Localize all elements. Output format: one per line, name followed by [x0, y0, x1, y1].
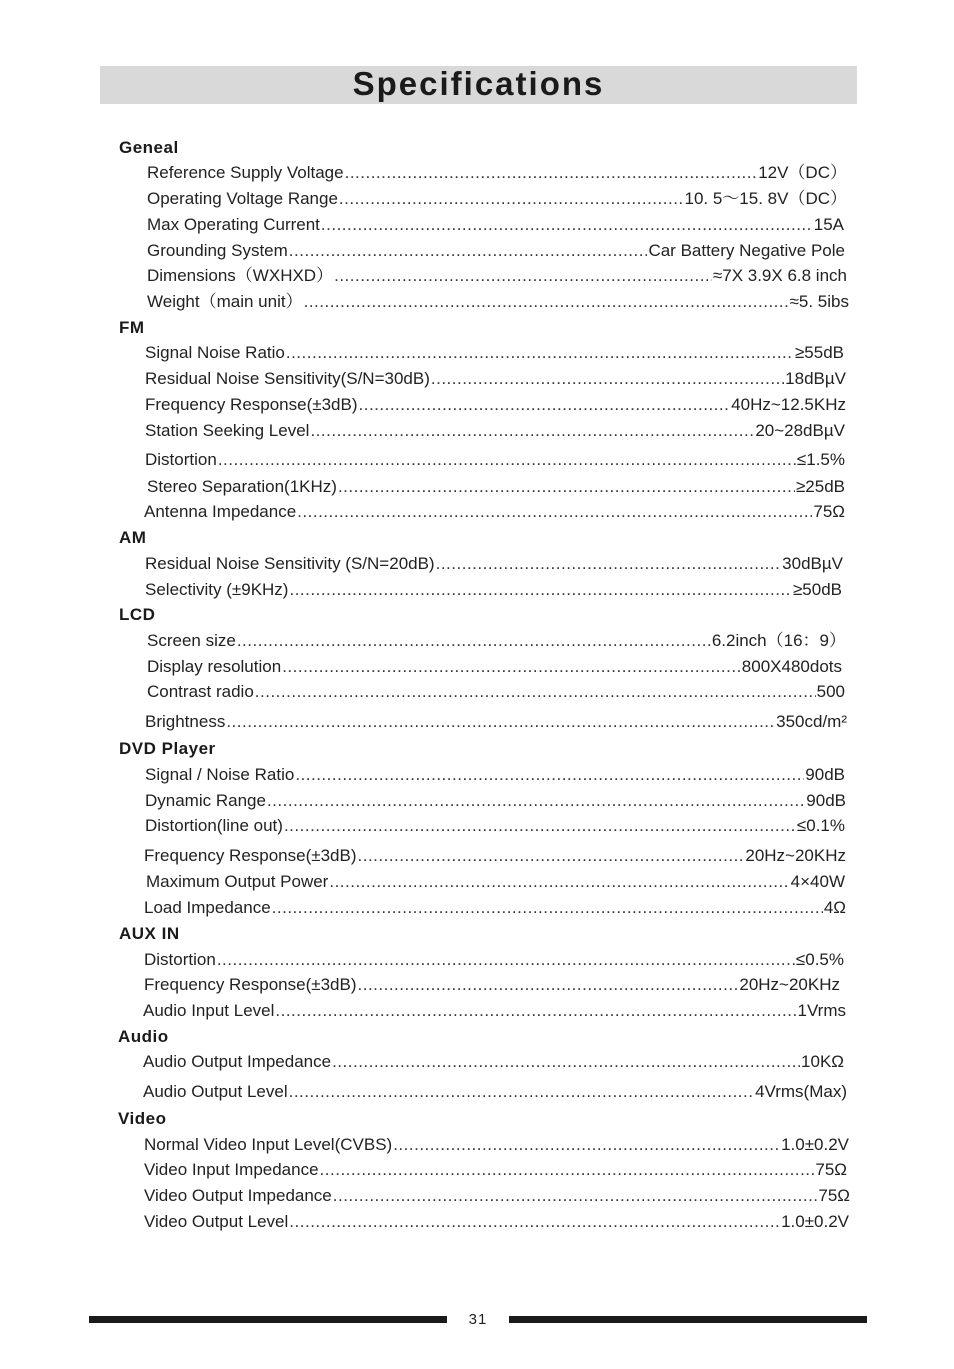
section-heading-am: AM: [119, 528, 147, 547]
spec-row: [144, 1159, 847, 1181]
page-title: Specifications: [352, 65, 605, 102]
spec-value: 1Vrms: [797, 1001, 846, 1020]
spec-row: [143, 1000, 846, 1022]
spec-value: 20Hz~20KHz: [739, 975, 840, 994]
section-heading-audio: Audio: [118, 1027, 169, 1046]
leader-dots: [295, 764, 804, 786]
section-heading-dvd-player: DVD Player: [119, 739, 216, 758]
spec-value: 500: [816, 682, 845, 701]
spec-label: Maximum Output Power: [146, 872, 329, 891]
spec-label: Frequency Response(±3dB): [144, 975, 357, 994]
leader-dots: [339, 188, 684, 210]
spec-value: 75Ω: [815, 1160, 847, 1179]
leader-dots: [217, 949, 795, 971]
leader-dots: [237, 630, 711, 652]
leader-dots: [329, 871, 789, 893]
footer-rule-left: [89, 1316, 447, 1323]
spec-label: Antenna Impedance: [144, 502, 297, 521]
spec-label: Dimensions（WXHXD）: [147, 266, 334, 285]
spec-value: 10. 5～15. 8V（DC）: [684, 189, 847, 208]
spec-row: [147, 630, 846, 652]
leader-dots: [255, 681, 816, 703]
spec-row: [144, 501, 845, 523]
spec-row: [145, 394, 846, 416]
leader-dots: [272, 897, 823, 919]
leader-dots: [436, 553, 782, 575]
spec-row: [144, 897, 846, 919]
spec-value: 4Ω: [823, 898, 846, 917]
spec-row: [146, 871, 845, 893]
title-bar: [100, 66, 857, 104]
spec-row: [145, 420, 845, 442]
spec-row: [145, 790, 846, 812]
spec-label: Distortion(line out): [145, 816, 283, 835]
spec-row: [145, 711, 847, 733]
spec-value: 4Vrms(Max): [755, 1082, 847, 1101]
spec-label: Reference Supply Voltage: [147, 163, 344, 182]
spec-value: 40Hz~12.5KHz: [731, 395, 846, 414]
spec-value: ≤0.5%: [795, 950, 844, 969]
spec-value: 12V（DC）: [758, 163, 847, 182]
leader-dots: [289, 1081, 754, 1103]
spec-label: Video Input Impedance: [144, 1160, 319, 1179]
leader-dots: [297, 501, 812, 523]
leader-dots: [284, 815, 796, 837]
section-heading-lcd: LCD: [119, 605, 156, 624]
leader-dots: [267, 790, 805, 812]
spec-label: Audio Output Impedance: [143, 1052, 332, 1071]
leader-dots: [333, 1185, 818, 1207]
section-heading-aux-in: AUX IN: [119, 924, 180, 943]
leader-dots: [289, 1211, 780, 1233]
spec-value: 4×40W: [790, 872, 845, 891]
footer-rule-right: [509, 1316, 867, 1323]
spec-row: [147, 265, 847, 287]
spec-label: Station Seeking Level: [145, 421, 310, 440]
spec-value: ≤1.5%: [796, 450, 845, 469]
spec-label: Audio Output Level: [143, 1082, 288, 1101]
spec-value: 30dBµV: [782, 554, 843, 573]
section-heading-general: Geneal: [119, 138, 179, 157]
spec-value: ≥25dB: [795, 477, 845, 496]
spec-value: 90dB: [806, 791, 846, 810]
spec-label: Residual Noise Sensitivity (S/N=20dB): [145, 554, 435, 573]
spec-row: [147, 681, 845, 703]
leader-dots: [321, 214, 813, 236]
spec-value: 350cd/m²: [776, 712, 847, 731]
spec-row: [145, 579, 842, 601]
spec-value: ≈7X 3.9X 6.8 inch: [712, 266, 847, 285]
spec-value: ≤0.1%: [796, 816, 845, 835]
leader-dots: [431, 368, 784, 390]
spec-label: Distortion: [145, 450, 217, 469]
section-heading-video: Video: [118, 1109, 167, 1128]
spec-label: Display resolution: [147, 657, 282, 676]
spec-row: [145, 553, 843, 575]
spec-label: Operating Voltage Range: [147, 189, 338, 208]
spec-label: Weight（main unit）: [147, 292, 303, 311]
page-number: 31: [468, 1311, 488, 1328]
spec-row: [147, 476, 845, 498]
spec-value: 1.0±0.2V: [781, 1135, 849, 1154]
spec-row: [143, 1051, 844, 1073]
spec-row: [145, 342, 844, 364]
spec-label: Selectivity (±9KHz): [145, 580, 289, 599]
spec-label: Contrast radio: [147, 682, 254, 701]
leader-dots: [226, 711, 775, 733]
leader-dots: [393, 1134, 780, 1156]
spec-row: [144, 845, 846, 867]
spec-label: Frequency Response(±3dB): [144, 846, 357, 865]
leader-dots: [286, 342, 794, 364]
spec-label: Video Output Level: [144, 1212, 289, 1231]
spec-row: [144, 974, 840, 996]
spec-label: Screen size: [147, 631, 236, 650]
spec-row: [147, 240, 845, 262]
spec-row: [147, 188, 847, 210]
spec-value: 20~28dBµV: [755, 421, 845, 440]
spec-label: Residual Noise Sensitivity(S/N=30dB): [145, 369, 430, 388]
spec-row: [143, 1081, 847, 1103]
spec-label: Load Impedance: [144, 898, 271, 917]
leader-dots: [359, 394, 731, 416]
leader-dots: [332, 1051, 800, 1073]
spec-value: 18dBµV: [785, 369, 846, 388]
spec-value: 10KΩ: [801, 1052, 844, 1071]
spec-value: ≥50dB: [792, 580, 842, 599]
leader-dots: [334, 265, 712, 287]
spec-label: Brightness: [145, 712, 226, 731]
leader-dots: [275, 1000, 796, 1022]
spec-value: Car Battery Negative Pole: [648, 241, 845, 260]
spec-row: [147, 656, 842, 678]
leader-dots: [304, 291, 789, 313]
spec-label: Signal / Noise Ratio: [145, 765, 295, 784]
leader-dots: [289, 240, 648, 262]
spec-row: [144, 1134, 849, 1156]
spec-label: Dynamic Range: [145, 791, 266, 810]
spec-row: [144, 949, 844, 971]
spec-value: 20Hz~20KHz: [745, 846, 846, 865]
spec-row: [147, 214, 844, 236]
spec-row: [145, 764, 845, 786]
spec-row: [144, 1211, 849, 1233]
spec-row: [145, 449, 845, 471]
spec-label: Max Operating Current: [147, 215, 320, 234]
spec-row: [145, 815, 845, 837]
spec-value: 1.0±0.2V: [781, 1212, 849, 1231]
spec-label: Video Output Impedance: [144, 1186, 332, 1205]
spec-value: 75Ω: [813, 502, 845, 521]
spec-value: 800X480dots: [741, 657, 842, 676]
leader-dots: [358, 845, 745, 867]
leader-dots: [338, 476, 795, 498]
spec-label: Frequency Response(±3dB): [145, 395, 358, 414]
spec-value: ≈5. 5ibs: [789, 292, 849, 311]
spec-row: [145, 368, 846, 390]
leader-dots: [320, 1159, 815, 1181]
spec-label: Normal Video Input Level(CVBS): [144, 1135, 393, 1154]
spec-value: 75Ω: [818, 1186, 850, 1205]
section-heading-fm: FM: [119, 318, 145, 337]
spec-value: 90dB: [805, 765, 845, 784]
spec-value: 6.2inch（16：9）: [711, 631, 846, 650]
leader-dots: [218, 449, 796, 471]
spec-value: ≥55dB: [794, 343, 844, 362]
spec-label: Grounding System: [147, 241, 288, 260]
leader-dots: [282, 656, 741, 678]
spec-label: Audio Input Level: [143, 1001, 275, 1020]
spec-label: Distortion: [144, 950, 216, 969]
leader-dots: [310, 420, 754, 442]
spec-row: [147, 162, 847, 184]
leader-dots: [289, 579, 791, 601]
spec-label: Stereo Separation(1KHz): [147, 477, 337, 496]
spec-row: [147, 291, 849, 313]
leader-dots: [358, 974, 739, 996]
spec-value: 15A: [813, 215, 844, 234]
spec-label: Signal Noise Ratio: [145, 343, 285, 362]
leader-dots: [345, 162, 758, 184]
spec-row: [144, 1185, 850, 1207]
